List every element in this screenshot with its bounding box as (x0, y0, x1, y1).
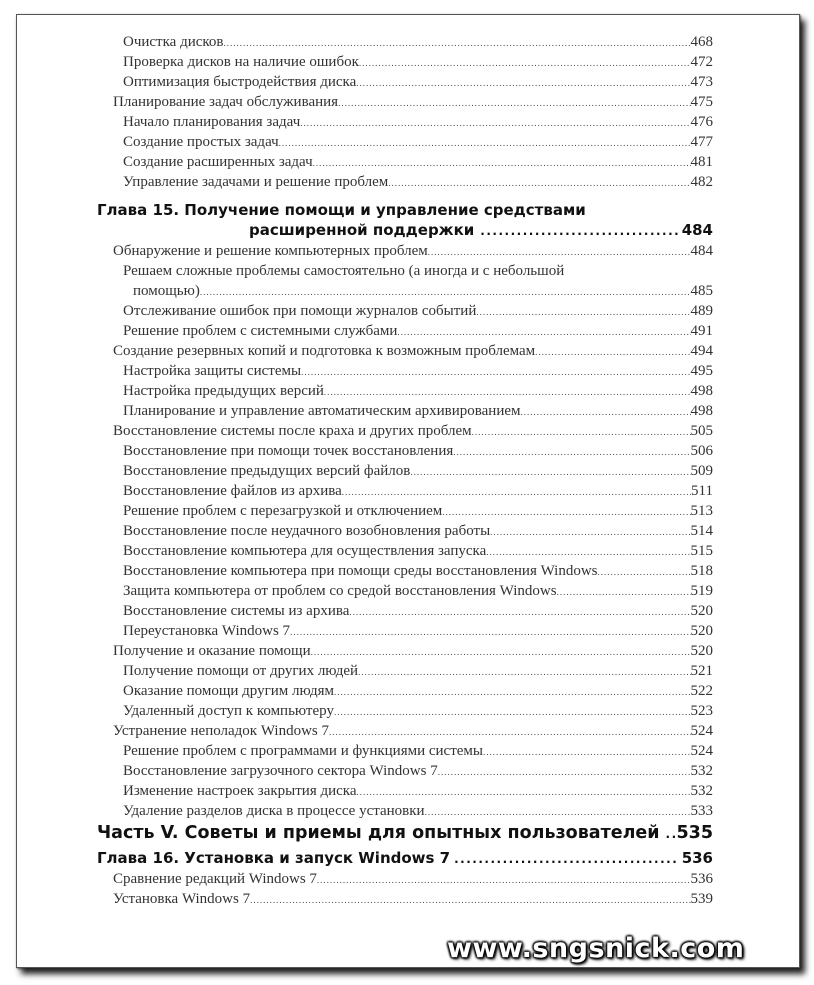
entry-title: Создание простых задач (123, 134, 279, 150)
toc-entry[interactable] (97, 321, 713, 341)
entry-title: Переустановка Windows 7 (123, 623, 291, 639)
entry-title: Восстановление системы из архива (123, 603, 350, 619)
page-number: 519 (690, 583, 713, 599)
dot-leader (557, 582, 691, 601)
entry-title: Защита компьютера от проблем со средой восстановления Windows (123, 583, 557, 599)
toc-section-b (97, 241, 713, 821)
page-number: 509 (690, 463, 713, 479)
entry-title: Оказание помощи другим людям (123, 683, 334, 699)
entry-title: Создание резервных копий и подготовка к возможным проблемам (113, 343, 536, 359)
dot-leader (349, 602, 690, 621)
page-number: 476 (690, 114, 713, 130)
page-number: 513 (690, 503, 713, 519)
dot-leader (666, 822, 677, 845)
dot-leader (438, 762, 691, 781)
dot-leader (250, 890, 690, 909)
dot-leader (425, 802, 691, 821)
dot-leader (490, 522, 690, 541)
dot-leader (324, 382, 691, 401)
chapter-16-heading[interactable] (97, 847, 713, 869)
toc-entry[interactable] (97, 721, 713, 741)
page-number: 485 (690, 283, 713, 299)
toc-section-a (97, 32, 713, 192)
dot-leader (442, 502, 690, 521)
entry-title: Установка Windows 7 (113, 891, 251, 907)
toc-entry[interactable] (97, 72, 713, 92)
part-title: Часть V. Советы и приемы для опытных пользователей (97, 823, 660, 843)
page-number: 494 (690, 343, 713, 359)
dot-leader (598, 562, 691, 581)
toc-entry[interactable] (97, 601, 713, 621)
entry-title: Оптимизация быстродействия диска (123, 74, 357, 90)
dot-leader (476, 302, 690, 321)
dot-leader (301, 362, 690, 381)
toc-entry[interactable] (97, 92, 713, 112)
dot-leader (454, 848, 678, 869)
dot-leader (317, 870, 691, 889)
toc-section-c (97, 869, 713, 909)
page-number: 482 (690, 174, 713, 190)
page-number: 536 (690, 871, 713, 887)
entry-title: Проверка дисков на наличие ошибок (123, 54, 359, 70)
toc-entry[interactable] (97, 241, 713, 261)
dot-leader (428, 242, 691, 261)
dot-leader (453, 442, 690, 461)
entry-title: Планирование и управление автоматическим архивированием (123, 403, 521, 419)
toc-entry[interactable] (97, 541, 713, 561)
entry-title: Получение и оказание помощи (113, 643, 311, 659)
toc-entry[interactable] (97, 681, 713, 701)
page-number: 484 (690, 243, 713, 259)
dot-leader (535, 342, 690, 361)
toc-entry[interactable] (97, 441, 713, 461)
dot-leader (311, 642, 691, 661)
toc-entry[interactable] (97, 641, 713, 661)
entry-title: Решение проблем с системными службами (123, 323, 398, 339)
dot-leader (521, 402, 691, 421)
page-number: 524 (690, 723, 713, 739)
entry-title: Сравнение редакций Windows 7 (113, 871, 317, 887)
toc-entry[interactable] (97, 521, 713, 541)
dot-leader (334, 702, 691, 721)
toc-entry[interactable] (97, 581, 713, 601)
page-number: 505 (690, 423, 713, 439)
entry-title: Устранение неполадок Windows 7 (113, 723, 329, 739)
page-number: 533 (690, 803, 713, 819)
page-number: 523 (690, 703, 713, 719)
page-number: 477 (690, 134, 713, 150)
entry-title-continued: помощью) (133, 283, 200, 299)
chapter-15-heading[interactable] (97, 200, 713, 241)
entry-title: Удаленный доступ к компьютеру (123, 703, 334, 719)
entry-title: Настройка защиты системы (123, 363, 302, 379)
dot-leader (357, 782, 691, 801)
toc-entry[interactable] (97, 461, 713, 481)
toc-entry[interactable] (97, 561, 713, 581)
entry-title: Восстановление после неудачного возобновления работы (123, 523, 491, 539)
dot-leader (358, 662, 690, 681)
page-number: 473 (690, 74, 713, 90)
dot-leader (290, 622, 690, 641)
toc-entry[interactable] (97, 761, 713, 781)
dot-leader (300, 113, 690, 132)
page-number: 484 (681, 221, 713, 239)
dot-leader (356, 73, 690, 92)
toc-entry[interactable] (97, 361, 713, 381)
page-number: 539 (690, 891, 713, 907)
entry-title: Настройка предыдущих версий (123, 383, 324, 399)
toc-entry[interactable] (97, 501, 713, 521)
toc-entry[interactable] (97, 869, 713, 889)
toc-entry[interactable] (97, 301, 713, 321)
dot-leader (397, 322, 690, 341)
toc-entry[interactable] (97, 261, 713, 301)
dot-leader (224, 33, 691, 52)
toc-entry[interactable] (97, 421, 713, 441)
entry-title: Получение помощи от других людей (123, 663, 359, 679)
part-5-heading[interactable] (97, 821, 713, 845)
page-number: 535 (676, 823, 713, 843)
dot-leader (359, 53, 691, 72)
page-number: 498 (690, 403, 713, 419)
dot-leader (483, 742, 691, 761)
entry-title: Решение проблем с программами и функциями системы (123, 743, 483, 759)
toc-entry[interactable] (97, 801, 713, 821)
toc-entry[interactable] (97, 32, 713, 52)
page-number: 524 (690, 743, 713, 759)
entry-title: Создание расширенных задач (123, 154, 313, 170)
entry-title: Очистка дисков (123, 34, 224, 50)
entry-title: Обнаружение и решение компьютерных проблем (113, 243, 428, 259)
page-number: 475 (690, 94, 713, 110)
table-of-contents (97, 32, 713, 909)
entry-title: Восстановление загрузочного сектора Windows 7 (123, 763, 438, 779)
page-number: 498 (690, 383, 713, 399)
entry-title: Удаление разделов диска в процессе установки (123, 803, 425, 819)
page-number: 481 (690, 154, 713, 170)
toc-entry[interactable] (97, 132, 713, 152)
toc-entry[interactable] (97, 741, 713, 761)
dot-leader (486, 542, 690, 561)
page-number: 491 (690, 323, 713, 339)
toc-entry[interactable] (97, 341, 713, 361)
dot-leader (200, 282, 691, 301)
page-number: 521 (690, 663, 713, 679)
entry-title: Восстановление при помощи точек восстановления (123, 443, 454, 459)
page-number: 522 (690, 683, 713, 699)
entry-title: Восстановление компьютера при помощи среды восстановления Windows (123, 563, 598, 579)
toc-entry[interactable] (97, 621, 713, 641)
page-number: 489 (690, 303, 713, 319)
page-number: 468 (690, 34, 713, 50)
dot-leader (313, 153, 691, 172)
toc-entry[interactable] (97, 701, 713, 721)
dot-leader (472, 422, 691, 441)
chapter-title-line1: Глава 15. Получение помощи и управление средствами (97, 201, 586, 219)
toc-entry[interactable] (97, 481, 713, 501)
dot-leader (342, 482, 691, 501)
page-number: 511 (691, 483, 713, 499)
toc-entry[interactable] (97, 781, 713, 801)
page-number: 515 (690, 543, 713, 559)
entry-title: Восстановление системы после краха и других проблем (113, 423, 472, 439)
toc-entry[interactable] (97, 661, 713, 681)
entry-title: Планирование задач обслуживания (113, 94, 339, 110)
entry-title: Решаем сложные проблемы самостоятельно (а иногда и с небольшой (123, 263, 565, 279)
toc-entry[interactable] (97, 152, 713, 172)
dot-leader (480, 221, 677, 241)
entry-title: Решение проблем с перезагрузкой и отключением (123, 503, 443, 519)
toc-entry[interactable] (97, 112, 713, 132)
page-number: 520 (690, 643, 713, 659)
toc-entry[interactable] (97, 52, 713, 72)
dot-leader (279, 133, 691, 152)
entry-title: Восстановление предыдущих версий файлов (123, 463, 411, 479)
chapter-title-line2: расширенной поддержки (249, 221, 475, 239)
toc-entry[interactable] (97, 172, 713, 192)
dot-leader (410, 462, 690, 481)
dot-leader (334, 682, 691, 701)
entry-title: Изменение настроек закрытия диска (123, 783, 357, 799)
entry-title: Отслеживание ошибок при помощи журналов событий (123, 303, 477, 319)
toc-entry[interactable] (97, 401, 713, 421)
toc-entry[interactable] (97, 381, 713, 401)
page-number: 536 (681, 849, 713, 867)
toc-entry[interactable] (97, 889, 713, 909)
page-number: 472 (690, 54, 713, 70)
entry-title: Восстановление файлов из архива (123, 483, 342, 499)
page-number: 532 (690, 783, 713, 799)
entry-title: Управление задачами и решение проблем (123, 174, 389, 190)
dot-leader (329, 722, 691, 741)
entry-title: Восстановление компьютера для осуществления запуска (123, 543, 487, 559)
page-number: 520 (690, 603, 713, 619)
watermark: www.sngsnick.com (447, 933, 745, 964)
page-number: 520 (690, 623, 713, 639)
page-number: 506 (690, 443, 713, 459)
entry-title: Начало планирования задач (123, 114, 301, 130)
chapter-title: Глава 16. Установка и запуск Windows 7 (97, 849, 451, 867)
page-number: 514 (690, 523, 713, 539)
dot-leader (338, 93, 690, 112)
page-number: 532 (690, 763, 713, 779)
page-number: 518 (690, 563, 713, 579)
page-number: 495 (690, 363, 713, 379)
dot-leader (388, 173, 690, 192)
